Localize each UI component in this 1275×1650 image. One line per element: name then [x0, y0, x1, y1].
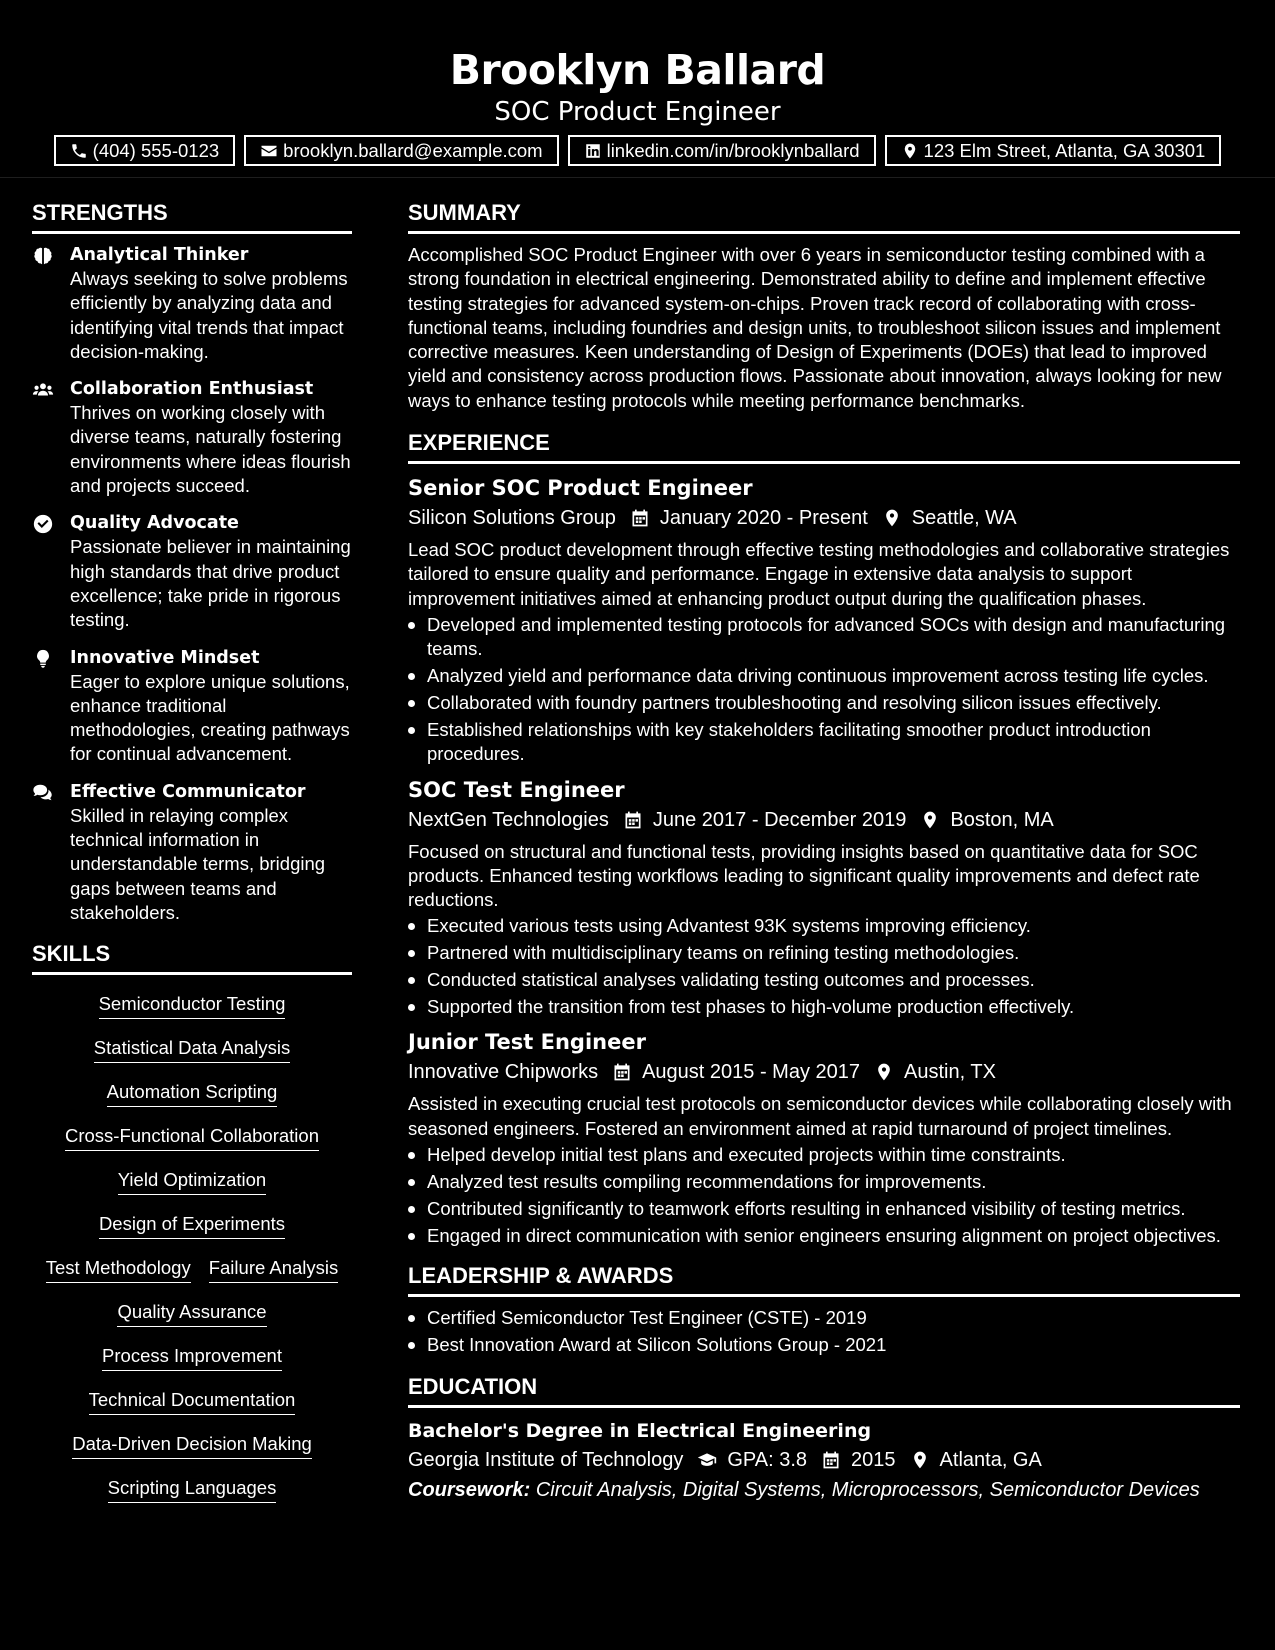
- strength-desc: Passionate believer in maintaining high standards that drive product excellence; take pride in rigorous testing.: [70, 536, 351, 631]
- job-title: SOC Test Engineer: [408, 777, 625, 802]
- contact-bar: [0, 135, 1275, 166]
- job-bullets: [408, 1143, 1240, 1248]
- strength-item: [32, 243, 352, 364]
- skill-tag: Semiconductor Testing: [99, 992, 286, 1019]
- skill-tag: Design of Experiments: [99, 1212, 285, 1239]
- strength-title: Collaboration Enthusiast: [70, 379, 314, 400]
- skill-tag: Technical Documentation: [89, 1388, 296, 1415]
- school-name: Georgia Institute of Technology: [408, 1449, 684, 1472]
- linkedin-text: linkedin.com/in/brooklynballard: [606, 139, 860, 161]
- users-icon: [32, 379, 54, 401]
- lightbulb-icon: [32, 648, 54, 670]
- strength-item: [32, 646, 352, 767]
- strength-desc: Always seeking to solve problems efficiently by analyzing data and identifying vital trends that impact decision-making.: [70, 268, 348, 362]
- list-item: Analyzed yield and performance data driving continuous improvement across testing life cycles.: [408, 664, 1240, 688]
- job-entry: [408, 473, 1240, 766]
- summary-heading: SUMMARY: [408, 197, 1240, 234]
- job-location: Seattle, WA: [911, 507, 1017, 530]
- phone-icon: [70, 142, 88, 160]
- awards-section: [408, 1260, 1240, 1357]
- address-text: 123 Elm Street, Atlanta, GA 30301: [923, 139, 1206, 161]
- awards-heading: LEADERSHIP & AWARDS: [408, 1260, 1240, 1297]
- contact-email[interactable]: [244, 135, 558, 166]
- map-pin-icon: [874, 1062, 894, 1082]
- linkedin-icon: [584, 142, 602, 160]
- job-meta: [408, 1057, 1240, 1087]
- skills-heading: SKILLS: [32, 938, 352, 975]
- job-title: Junior Test Engineer: [408, 1030, 646, 1055]
- contact-linkedin[interactable]: [568, 135, 876, 166]
- strength-title: Effective Communicator: [70, 781, 306, 802]
- contact-phone[interactable]: [54, 135, 236, 166]
- calendar-icon: [821, 1450, 841, 1470]
- job-location: Boston, MA: [950, 808, 1054, 831]
- graduation-year: 2015: [851, 1449, 896, 1472]
- right-column: [408, 197, 1240, 1505]
- job-meta: [408, 805, 1240, 835]
- calendar-icon: [612, 1062, 632, 1082]
- list-item: Helped develop initial test plans and executed projects within time constraints.: [408, 1143, 1240, 1167]
- list-item: Best Innovation Award at Silicon Solutions Group - 2021: [408, 1333, 1240, 1357]
- school-location: Atlanta, GA: [939, 1449, 1042, 1472]
- map-pin-icon: [901, 142, 919, 160]
- graduation-cap-icon: [697, 1450, 717, 1470]
- resume-header: [0, 0, 1275, 178]
- skills-list: [32, 984, 352, 1503]
- coursework-label: Coursework:: [408, 1479, 531, 1502]
- summary-text: Accomplished SOC Product Engineer with over 6 years in semiconductor testing combined with a strong foundation in electrical engineering. Demonstrated ability to define and implement effective testing strategies for advanced system-on-chips. Proven track record of collaborating with cross-functional teams, including foundries and design units, to troubleshoot silicon issues and implement corrective measures. Keen understanding of Design of Experiments (DOEs) that lead to improved yield and consistency across production flows. Passionate about innovation, always looking for new ways to enhance testing protocols while meeting performance benchmarks.: [408, 244, 1222, 411]
- list-item: Established relationships with key stakeholders facilitating smoother product introduction procedures.: [408, 718, 1240, 767]
- strength-item: [32, 377, 352, 498]
- coursework: [408, 1475, 1240, 1505]
- left-column: [32, 197, 352, 1503]
- job-meta: [408, 503, 1240, 533]
- map-pin-icon: [910, 1450, 930, 1470]
- phone-text: (404) 555-0123: [92, 139, 220, 161]
- contact-address[interactable]: [885, 135, 1222, 166]
- skill-tag: Yield Optimization: [118, 1168, 266, 1195]
- map-pin-icon: [882, 508, 902, 528]
- job-entry: [408, 1027, 1240, 1248]
- awards-list: [408, 1306, 1240, 1357]
- strengths-section: [32, 197, 352, 925]
- strength-title: Quality Advocate: [70, 513, 239, 534]
- experience-heading: EXPERIENCE: [408, 427, 1240, 464]
- skill-tag: Scripting Languages: [108, 1476, 277, 1503]
- job-dates: June 2017 - December 2019: [652, 808, 907, 831]
- envelope-icon: [260, 142, 278, 160]
- education-heading: EDUCATION: [408, 1371, 1240, 1408]
- list-item: Supported the transition from test phases to high-volume production effectively.: [408, 995, 1240, 1019]
- job-company: Innovative Chipworks: [408, 1061, 599, 1084]
- skill-tag: Failure Analysis: [209, 1256, 339, 1283]
- candidate-name: Brooklyn Ballard: [449, 46, 826, 94]
- strengths-heading: STRENGTHS: [32, 197, 352, 234]
- list-item: Partnered with multidisciplinary teams on refining testing methodologies.: [408, 941, 1240, 965]
- experience-section: [408, 427, 1240, 1248]
- list-item: Analyzed test results compiling recommendations for improvements.: [408, 1170, 1240, 1194]
- job-description: Lead SOC product development through effective testing methodologies and collaborative strategies tailored to ensure quality and performance. Engage in extensive data analysis to support improvement initiatives aimed at enhancing product output during the qualification phases.: [408, 539, 1230, 609]
- skills-section: [32, 938, 352, 1503]
- gpa-text: GPA: 3.8: [727, 1449, 808, 1472]
- job-description: Focused on structural and functional tests, providing insights based on quantitative data for SOC products. Enhanced testing workflows leading to significant quality improvements and defect rate reductions.: [408, 840, 1200, 911]
- strength-desc: Skilled in relaying complex technical information in understandable terms, bridging gaps between teams and stakeholders.: [70, 804, 326, 923]
- strength-desc: Thrives on working closely with diverse teams, naturally fostering environments where ideas flourish and projects succeed.: [70, 402, 351, 497]
- job-company: NextGen Technologies: [408, 808, 609, 831]
- job-company: Silicon Solutions Group: [408, 507, 616, 530]
- job-bullets: [408, 914, 1240, 1019]
- summary-section: [408, 197, 1240, 413]
- skill-tag: Automation Scripting: [107, 1080, 278, 1107]
- strength-title: Innovative Mindset: [70, 647, 260, 668]
- skill-tag: Data-Driven Decision Making: [72, 1432, 312, 1459]
- skill-tag: Quality Assurance: [117, 1300, 266, 1327]
- job-location: Austin, TX: [904, 1061, 996, 1084]
- list-item: Collaborated with foundry partners troubleshooting and resolving silicon issues effectively.: [408, 691, 1240, 715]
- strength-title: Analytical Thinker: [70, 245, 249, 265]
- strength-desc: Eager to explore unique solutions, enhance traditional methodologies, creating pathways for continual advancement.: [70, 670, 350, 765]
- calendar-icon: [623, 810, 643, 830]
- list-item: Executed various tests using Advantest 93K systems improving efficiency.: [408, 914, 1240, 938]
- map-pin-icon: [920, 810, 940, 830]
- comments-icon: [32, 782, 54, 804]
- list-item: Contributed significantly to teamwork efforts resulting in enhanced visibility of testing metrics.: [408, 1197, 1240, 1221]
- job-entry: [408, 775, 1240, 1020]
- job-dates: August 2015 - May 2017: [642, 1061, 861, 1084]
- skill-tag: Statistical Data Analysis: [94, 1036, 290, 1063]
- strength-item: [32, 511, 352, 632]
- education-meta: [408, 1445, 1240, 1475]
- list-item: Engaged in direct communication with senior engineers ensuring alignment on project objectives.: [408, 1224, 1240, 1248]
- list-item: Certified Semiconductor Test Engineer (CSTE) - 2019: [408, 1306, 1240, 1330]
- check-circle-icon: [32, 513, 54, 535]
- job-title: Senior SOC Product Engineer: [408, 476, 753, 501]
- job-description: Assisted in executing crucial test protocols on semiconductor devices while collaborating closely with seasoned engineers. Fostered an environment aimed at rapid turnaround of project timelines.: [408, 1093, 1232, 1139]
- skill-tag: Test Methodology: [46, 1256, 191, 1283]
- education-section: [408, 1371, 1240, 1505]
- job-dates: January 2020 - Present: [659, 507, 868, 530]
- email-text: brooklyn.ballard@example.com: [283, 139, 543, 161]
- candidate-title: SOC Product Engineer: [494, 97, 781, 127]
- brain-icon: [32, 245, 54, 267]
- strength-item: [32, 780, 352, 925]
- calendar-icon: [630, 508, 650, 528]
- list-item: Developed and implemented testing protocols for advanced SOCs with design and manufacturing teams.: [408, 613, 1240, 662]
- coursework-list: Circuit Analysis, Digital Systems, Microprocessors, Semiconductor Devices: [535, 1479, 1200, 1502]
- skill-tag: Process Improvement: [102, 1344, 282, 1371]
- skill-tag: Cross-Functional Collaboration: [65, 1124, 319, 1151]
- list-item: Conducted statistical analyses validating testing outcomes and processes.: [408, 968, 1240, 992]
- degree-title: Bachelor's Degree in Electrical Engineering: [408, 1420, 872, 1443]
- job-bullets: [408, 613, 1240, 767]
